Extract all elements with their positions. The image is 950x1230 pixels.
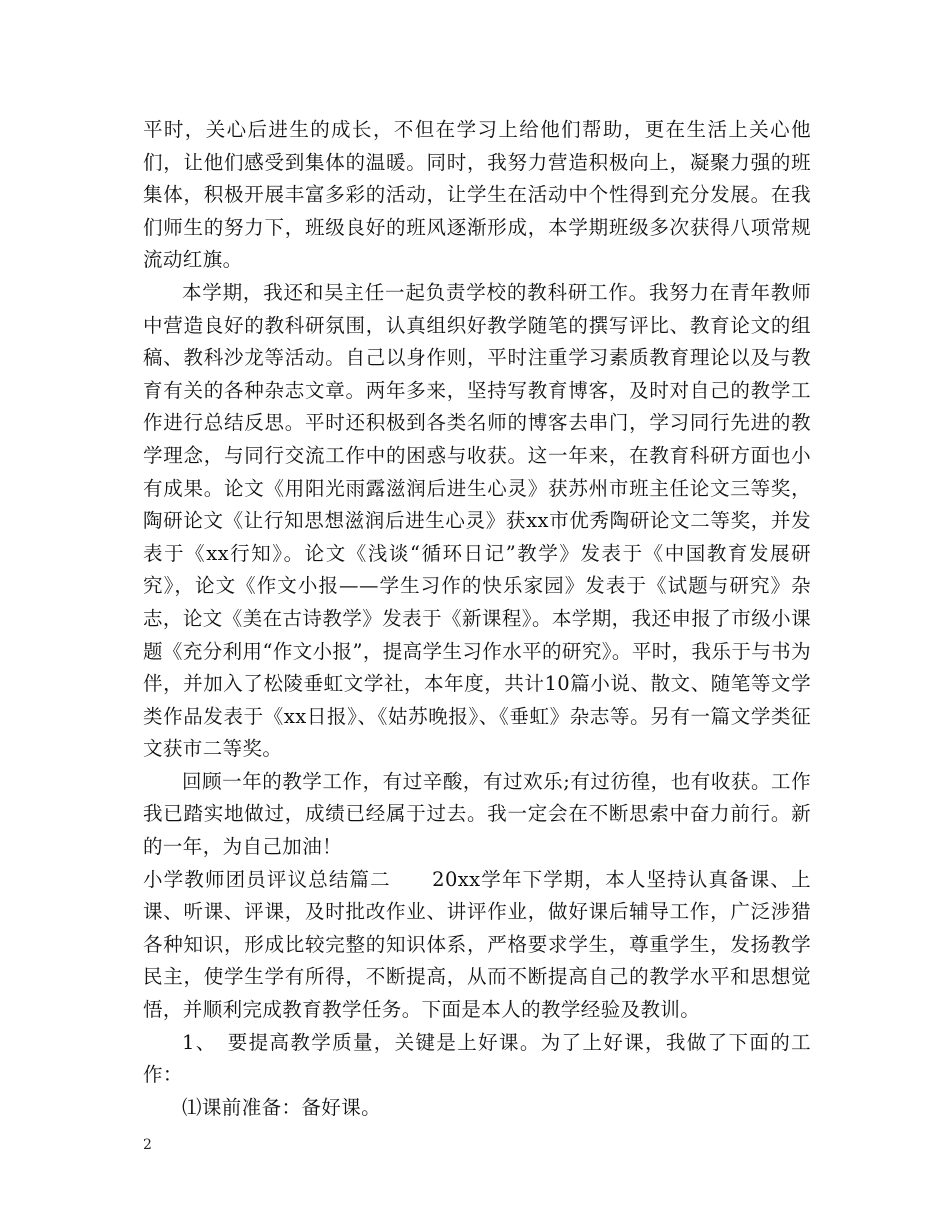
paragraph-research-work: 本学期，我还和吴主任一起负责学校的教科研工作。我努力在青年教师中营造良好的教科研氛围，认真组织好教学随笔的撰写评比、教育论文的组稿、教科沙龙等活动。自己以身作则，平时注重学习素质教育理论以及与教育有关的各种杂志文章。两年多来，坚持写教育博客，及时对自己的教学工作进行总结反思。平时还积极到各类名师的博客去串门，学习同行先进的教学理念，与同行交流工作中的困惑与收获。这一年来，在教育科研方面也小有成果。论文《用阳光雨露滋润后进生心灵》获苏州市班主任论文三等奖，陶研论文《让行知思想滋润后进生心灵》获xx市优秀陶研论文二等奖，并发表于《xx行知》。论文《浅谈“循环日记”教学》发表于《中国教育发展研究》，论文《作文小报——学生习作的快乐家园》发表于《试题与研究》杂志，论文《美在古诗教学》发表于《新课程》。本学期，我还申报了市级小课题《充分利用“作文小报”，提高学生习作水平的研究》。平时，我乐于与书为伴，并加入了松陵垂虹文学社，本年度，共计10篇小说、散文、随笔等文学类作品发表于《xx日报》、《姑苏晚报》、《垂虹》杂志等。另有一篇文学类征文获市二等奖。 (143, 280, 811, 761)
paragraph-point-one: 1、 要提高教学质量，关键是上好课。为了上好课，我做了下面的工作： (143, 1030, 811, 1087)
page-number: 2 (143, 1137, 152, 1153)
document-body (143, 114, 811, 1124)
paragraph-lesson-preparation: ⑴课前准备：备好课。 (182, 1095, 382, 1119)
paragraph-class-management-continued: 平时，关心后进生的成长，不但在学习上给他们帮助，更在生活上关心他们，让他们感受到集体的温暖。同时，我努力营造积极向上，凝聚力强的班集体，积极开展丰富多彩的活动，让学生在活动中个性得到充分发展。在我们师生的努力下，班级良好的班风逐渐形成，本学期班级多次获得八项常规流动红旗。 (143, 118, 811, 272)
paragraph-review-year: 回顾一年的教学工作，有过辛酸，有过欢乐;有过彷徨，也有收获。工作我已踏实地做过，成绩已经属于过去。我一定会在不断思索中奋力前行。新的一年，为自己加油！ (143, 769, 811, 859)
paragraph-summary-part-two: 小学教师团员评议总结篇二 20xx学年下学期，本人坚持认真备课、上课、听课、评课，及时批改作业、讲评作业，做好课后辅导工作，广泛涉猎各种知识，形成比较完整的知识体系，严格要求学生，尊重学生，发扬教学民主，使学生学有所得，不断提高，从而不断提高自己的教学水平和思想觉悟，并顺利完成教育教学任务。下面是本人的教学经验及教训。 (143, 867, 811, 1022)
